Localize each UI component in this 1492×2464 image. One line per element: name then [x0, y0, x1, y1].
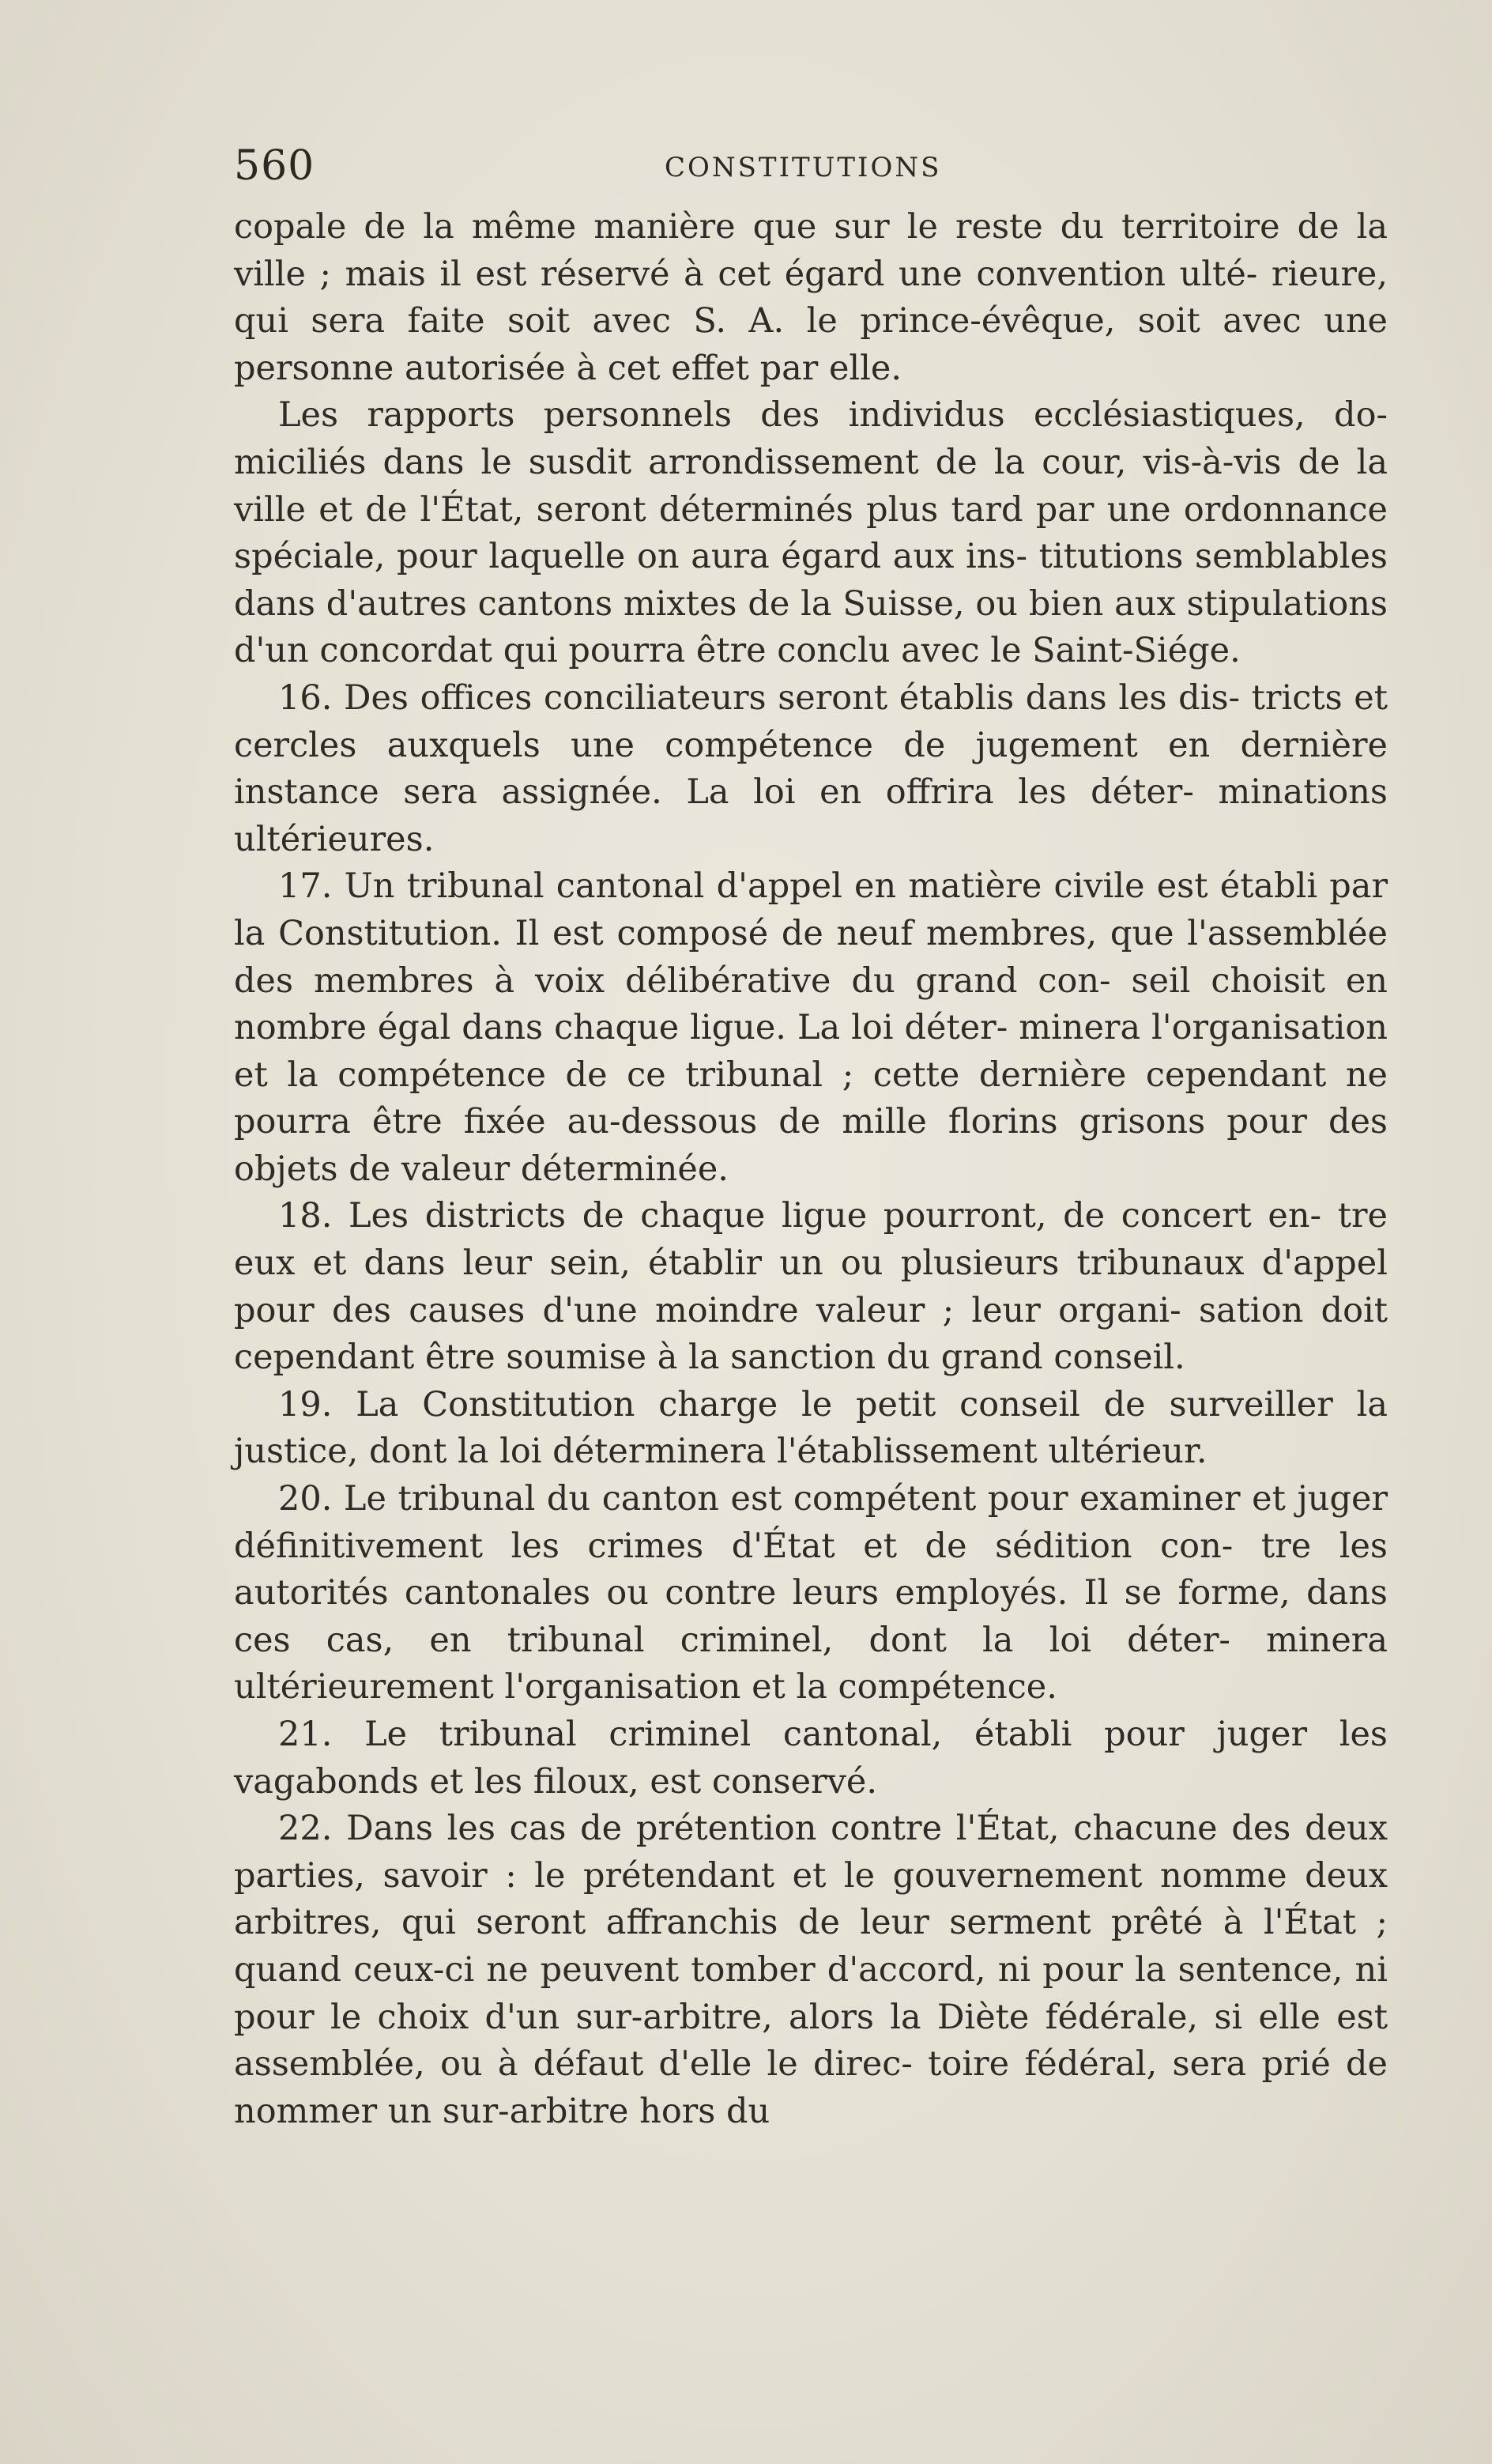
paragraph-article-19: 19. La Constitution charge le petit conseil de surveiller la justice, dont la loi déterminera l'établissement ultérieur. — [234, 1384, 1388, 1472]
paragraph-personal-relations: Les rapports personnels des individus ecclésiastiques, do- miciliés dans le susdit arrondissement de la cour, vis-à-vis de la ville et de l'État, seront déterminés plus tard par une ordonnance spéciale, pour laquelle on aura égard aux ins- titutions semblables dans d'autres cantons mixtes de la Suisse, ou bien aux stipulations d'un concordat qui pourra être conclu avec le Saint-Siége. — [234, 395, 1388, 671]
paragraph-article-22: 22. Dans les cas de prétention contre l'État, chacune des deux parties, savoir : le prétendant et le gouvernement nomme deux arbitres, qui seront affranchis de leur serment prêté à l'État ; quand ceux-ci ne peuvent tomber d'accord, ni pour la sentence, ni pour le choix d'un sur-arbitre, alors la Diète fédérale, si elle est assemblée, ou à défaut d'elle le direc- toire fédéral, sera prié de nommer un sur-arbitre hors du — [234, 1809, 1388, 2131]
running-head: CONSTITUTIONS — [665, 152, 942, 183]
paragraph-article-18: 18. Les districts de chaque ligue pourront, de concert en- tre eux et dans leur sein, établir un ou plusieurs tribunaux d'appel pour des causes d'une moindre valeur ; leur organi- sation doit cependant être soumise à la sanction du grand conseil. — [234, 1196, 1388, 1378]
paragraph-article-16: 16. Des offices conciliateurs seront établis dans les dis- tricts et cercles auxquels une compétence de jugement en dernière instance sera assignée. La loi en offrira les déter- minations ultérieures. — [234, 677, 1388, 859]
page-header — [234, 142, 1396, 198]
paragraph-article-20: 20. Le tribunal du canton est compétent pour examiner et juger définitivement les crimes d'État et de sédition con- tre les autorités cantonales ou contre leurs employés. Il se forme, dans ces cas, en tribunal criminel, dont la loi déter- minera ultérieurement l'organisation et la compétence. — [234, 1479, 1388, 1707]
page-number: 560 — [234, 142, 315, 190]
paragraph-continuation: copale de la même manière que sur le reste du territoire de la ville ; mais il est réservé à cet égard une convention ulté- rieure, qui sera faite soit avec S. A. le prince-évêque, soit avec une personne autorisée à cet effet par elle. — [234, 207, 1388, 388]
body-text — [234, 204, 1388, 2135]
paragraph-article-21: 21. Le tribunal criminel cantonal, établi pour juger les vagabonds et les filoux, est conservé. — [234, 1715, 1388, 1802]
paragraph-article-17: 17. Un tribunal cantonal d'appel en matière civile est établi par la Constitution. Il est composé de neuf membres, que l'assemblée des membres à voix délibérative du grand con- seil choisit en nombre égal dans chaque ligue. La loi déter- minera l'organisation et la compétence de ce tribunal ; cette dernière cependant ne pourra être fixée au-dessous de mille florins grisons pour des objets de valeur déterminée. — [234, 866, 1388, 1189]
